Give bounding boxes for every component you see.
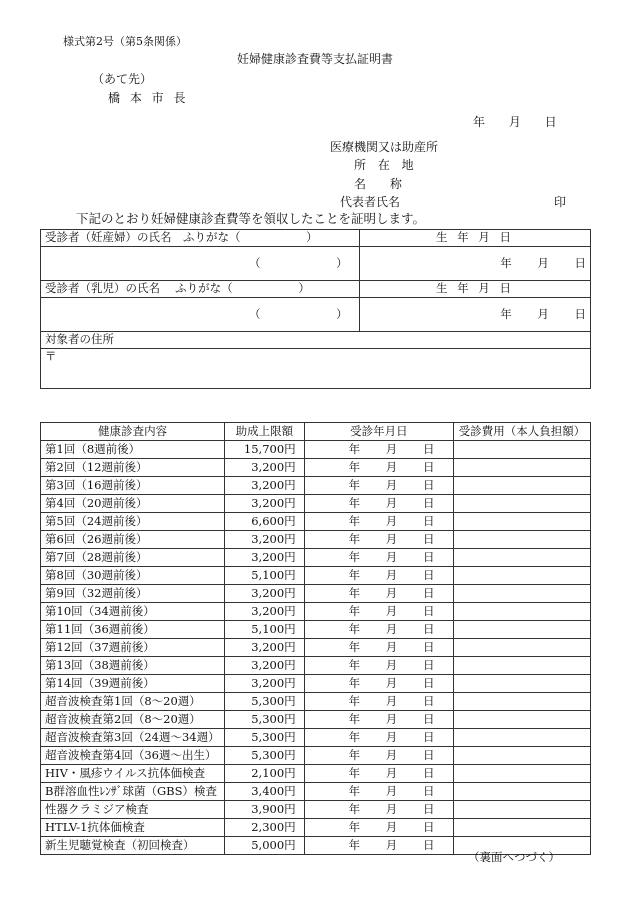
exam-date-field[interactable]: 年 月 日 (304, 477, 453, 495)
exam-date-field[interactable]: 年 月 日 (304, 801, 453, 819)
table-row (41, 765, 591, 783)
exam-content: 超音波検査第1回（8～20週） (41, 693, 225, 711)
exam-table-header (41, 423, 591, 441)
subsidy-limit: 3,200円 (225, 531, 304, 549)
exam-content: 第8回（30週前後） (41, 567, 225, 585)
exam-content: 第1回（8週前後） (41, 441, 225, 459)
exam-date-field[interactable]: 年 月 日 (304, 675, 453, 693)
subsidy-limit: 3,200円 (225, 675, 304, 693)
table-row (41, 801, 591, 819)
exam-date-field[interactable]: 年 月 日 (304, 819, 453, 837)
addressee-label: （あて先） (92, 72, 153, 86)
exam-date-field[interactable]: 年 月 日 (304, 513, 453, 531)
exam-content: 超音波検査第3回（24週～34週） (41, 729, 225, 747)
exam-content: HTLV-1抗体価検査 (41, 819, 225, 837)
exam-date-field[interactable]: 年 月 日 (304, 459, 453, 477)
exam-content: 第10回（34週前後） (41, 603, 225, 621)
header-content: 健康診査内容 (41, 423, 225, 441)
table-row (41, 477, 591, 495)
exam-fee-field[interactable] (454, 711, 591, 729)
header-fee: 受診費用（本人負担額） (454, 423, 591, 441)
subsidy-limit: 5,000円 (225, 837, 304, 855)
subsidy-limit: 3,200円 (225, 549, 304, 567)
exam-fee-field[interactable] (454, 783, 591, 801)
header-date: 受診年月日 (304, 423, 453, 441)
subsidy-limit: 6,600円 (225, 513, 304, 531)
exam-content: B群溶血性ﾚﾝｻﾞ球菌（GBS）検査 (41, 783, 225, 801)
header-limit: 助成上限額 (225, 423, 304, 441)
exam-date-field[interactable]: 年 月 日 (304, 603, 453, 621)
exam-date-field[interactable]: 年 月 日 (304, 693, 453, 711)
postal-mark: 〒 (45, 349, 57, 363)
exam-fee-field[interactable] (454, 747, 591, 765)
table-row (41, 675, 591, 693)
exam-date-field[interactable]: 年 月 日 (304, 549, 453, 567)
address-field[interactable] (41, 349, 591, 389)
mother-birthdate-field[interactable]: 年 月 日 (360, 247, 591, 281)
table-row (41, 459, 591, 477)
table-row (41, 747, 591, 765)
exam-date-field[interactable]: 年 月 日 (304, 783, 453, 801)
institution-label: 医療機関又は助産所 (330, 140, 439, 154)
table-row (41, 495, 591, 513)
subsidy-limit: 3,400円 (225, 783, 304, 801)
table-row (41, 783, 591, 801)
mother-furigana-cell[interactable] (41, 230, 360, 247)
infant-name-label: 受診者（乳児）の氏名 ふりがな（ (45, 281, 233, 296)
exam-fee-field[interactable] (454, 819, 591, 837)
table-row (41, 657, 591, 675)
issue-date-field[interactable]: 年 月 日 (473, 115, 557, 129)
exam-content: 新生児聴覚検査（初回検査） (41, 837, 225, 855)
exam-fee-field[interactable] (454, 513, 591, 531)
exam-fee-field[interactable] (454, 729, 591, 747)
furigana-close-paren: ） (306, 230, 318, 245)
exam-date-field[interactable]: 年 月 日 (304, 639, 453, 657)
subsidy-limit: 2,300円 (225, 819, 304, 837)
subsidy-limit: 5,100円 (225, 621, 304, 639)
table-row (41, 441, 591, 459)
name-close-paren: ） (336, 306, 348, 321)
table-row (41, 729, 591, 747)
exam-content: 第6回（26週前後） (41, 531, 225, 549)
subsidy-limit: 5,100円 (225, 567, 304, 585)
exam-fee-field[interactable] (454, 477, 591, 495)
exam-content: 第7回（28週前後） (41, 549, 225, 567)
exam-date-field[interactable]: 年 月 日 (304, 441, 453, 459)
exam-fee-field[interactable] (454, 549, 591, 567)
exam-date-field[interactable]: 年 月 日 (304, 747, 453, 765)
form-number: 様式第2号（第5条関係） (63, 35, 187, 48)
subsidy-limit: 3,200円 (225, 477, 304, 495)
infant-birthdate-label: 生 年 月 日 (360, 281, 591, 298)
subsidy-limit: 3,900円 (225, 801, 304, 819)
infant-name-field[interactable] (41, 298, 360, 332)
document-title: 妊婦健康診査費等支払証明書 (236, 52, 393, 66)
exam-content: 第13回（38週前後） (41, 657, 225, 675)
address-label: 対象者の住所 (41, 332, 591, 349)
exam-date-field[interactable]: 年 月 日 (304, 567, 453, 585)
exam-content: 第14回（39週前後） (41, 675, 225, 693)
continued-note: （裏面へつづく） (468, 850, 560, 864)
exam-fee-field[interactable] (454, 639, 591, 657)
institution-address-label: 所 在 地 (354, 158, 418, 172)
exam-fee-field[interactable] (454, 801, 591, 819)
infant-furigana-cell[interactable] (41, 281, 360, 298)
exam-fee-field[interactable] (454, 567, 591, 585)
exam-date-field[interactable]: 年 月 日 (304, 495, 453, 513)
exam-fee-field[interactable] (454, 531, 591, 549)
subsidy-limit: 3,200円 (225, 639, 304, 657)
subsidy-limit: 5,300円 (225, 747, 304, 765)
subsidy-limit: 5,300円 (225, 729, 304, 747)
table-row (41, 819, 591, 837)
exam-date-field[interactable]: 年 月 日 (304, 657, 453, 675)
infant-birthdate-field[interactable]: 年 月 日 (360, 298, 591, 332)
exam-fee-field[interactable] (454, 495, 591, 513)
furigana-close-paren: ） (298, 281, 310, 296)
subsidy-limit: 15,700円 (225, 441, 304, 459)
exam-date-field[interactable]: 年 月 日 (304, 621, 453, 639)
exam-content: HIV・風疹ウイルス抗体価検査 (41, 765, 225, 783)
exam-fee-field[interactable] (454, 675, 591, 693)
subsidy-limit: 3,200円 (225, 603, 304, 621)
subsidy-limit: 2,100円 (225, 765, 304, 783)
subsidy-limit: 5,300円 (225, 711, 304, 729)
mother-name-label: 受診者（妊産婦）の氏名 ふりがな（ (45, 230, 241, 245)
representative-name-label: 代表者氏名 (340, 195, 401, 209)
exam-date-field[interactable]: 年 月 日 (304, 585, 453, 603)
table-row (41, 585, 591, 603)
table-row (41, 693, 591, 711)
exam-fee-field[interactable] (454, 621, 591, 639)
exam-fee-field[interactable] (454, 459, 591, 477)
subsidy-limit: 3,200円 (225, 495, 304, 513)
exam-content: 第12回（37週前後） (41, 639, 225, 657)
table-row (41, 567, 591, 585)
addressee-mayor: 橋 本 市 長 (108, 91, 189, 105)
exam-fee-field[interactable] (454, 441, 591, 459)
exam-date-field[interactable]: 年 月 日 (304, 765, 453, 783)
exam-date-field[interactable]: 年 月 日 (304, 729, 453, 747)
name-open-paren: （ (249, 255, 261, 270)
subsidy-limit: 3,200円 (225, 585, 304, 603)
institution-name-label: 名 称 (354, 177, 412, 191)
subsidy-limit: 3,200円 (225, 657, 304, 675)
table-row (41, 603, 591, 621)
patient-info-table (40, 229, 591, 389)
certification-statement: 下記のとおり妊婦健康診査費等を領収したことを証明します。 (76, 211, 426, 226)
exam-content: 第3回（16週前後） (41, 477, 225, 495)
seal-mark: 印 (554, 195, 567, 209)
exam-content: 超音波検査第4回（36週～出生） (41, 747, 225, 765)
table-row (41, 549, 591, 567)
exam-content: 第9回（32週前後） (41, 585, 225, 603)
exam-fee-field[interactable] (454, 585, 591, 603)
exam-fee-field[interactable] (454, 657, 591, 675)
exam-date-field[interactable]: 年 月 日 (304, 531, 453, 549)
subsidy-limit: 5,300円 (225, 693, 304, 711)
subsidy-limit: 3,200円 (225, 459, 304, 477)
exam-date-field[interactable]: 年 月 日 (304, 711, 453, 729)
exam-date-field[interactable]: 年 月 日 (304, 837, 453, 855)
exam-table (40, 422, 591, 855)
name-close-paren: ） (336, 255, 348, 270)
exam-fee-field[interactable] (454, 603, 591, 621)
table-row (41, 639, 591, 657)
table-row (41, 711, 591, 729)
name-open-paren: （ (249, 306, 261, 321)
exam-content: 第4回（20週前後） (41, 495, 225, 513)
table-row (41, 531, 591, 549)
exam-content: 第2回（12週前後） (41, 459, 225, 477)
mother-name-field[interactable] (41, 247, 360, 281)
mother-birthdate-label: 生 年 月 日 (360, 230, 591, 247)
exam-fee-field[interactable] (454, 693, 591, 711)
exam-content: 第5回（24週前後） (41, 513, 225, 531)
exam-fee-field[interactable] (454, 765, 591, 783)
exam-content: 性器クラミジア検査 (41, 801, 225, 819)
table-row (41, 513, 591, 531)
exam-content: 超音波検査第2回（8～20週） (41, 711, 225, 729)
table-row (41, 621, 591, 639)
exam-content: 第11回（36週前後） (41, 621, 225, 639)
